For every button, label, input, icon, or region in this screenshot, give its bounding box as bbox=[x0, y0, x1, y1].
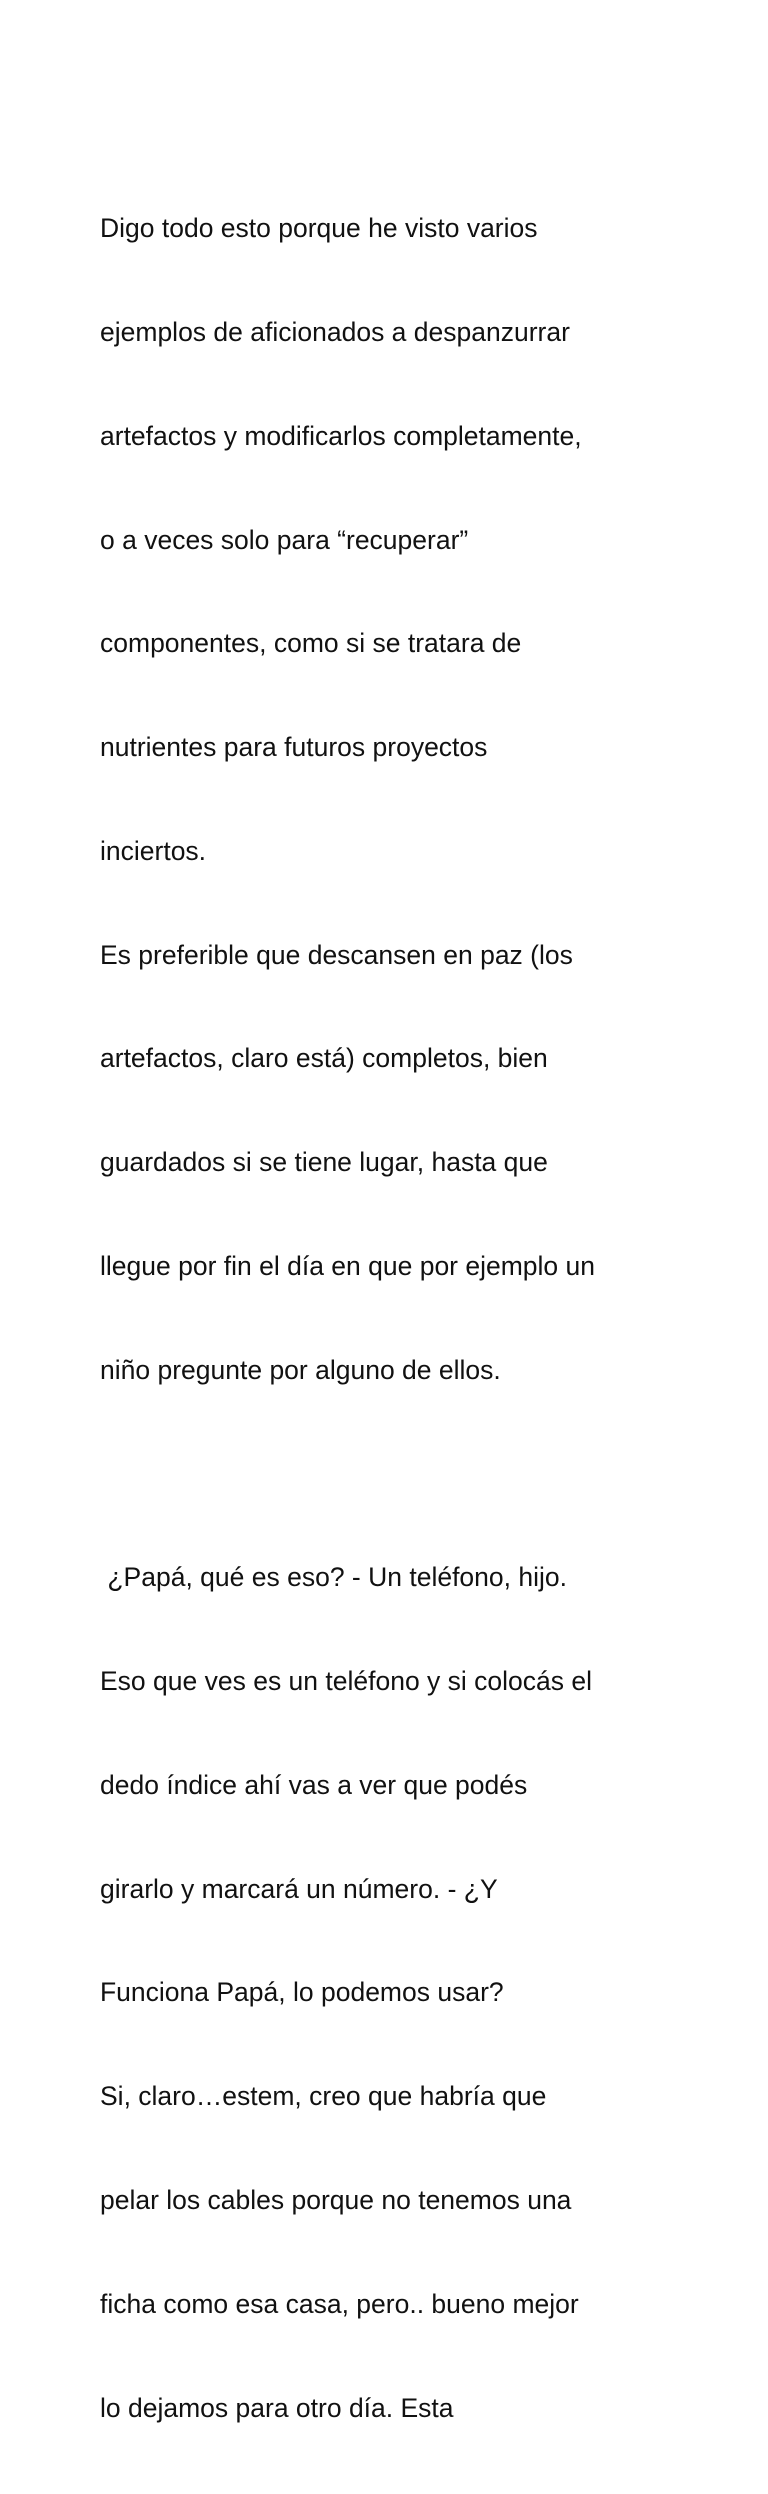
text-line: Digo todo esto porque he visto varios bbox=[100, 213, 538, 244]
text-line: Es preferible que descansen en paz (los bbox=[100, 939, 573, 970]
text-line: niño pregunte por alguno de ellos. bbox=[100, 1354, 501, 1385]
text-line: Si, claro…estem, creo que habría que bbox=[100, 2081, 547, 2112]
text-line: dedo índice ahí vas a ver que podés bbox=[100, 1769, 528, 1800]
text-line: Eso que ves es un teléfono y si colocás el bbox=[100, 1666, 593, 1697]
text-line: componentes, como si se tratara de bbox=[100, 628, 522, 659]
text-line: lo dejamos para otro día. Esta bbox=[100, 2392, 454, 2423]
text-line: o a veces solo para “recuperar” bbox=[100, 524, 469, 555]
text-line: ¿Papá, qué es eso? - Un teléfono, hijo. bbox=[100, 1562, 567, 1593]
text-line: girarlo y marcará un número. - ¿Y bbox=[100, 1873, 498, 1904]
text-line: artefactos y modificarlos completamente, bbox=[100, 420, 582, 451]
text-line: llegue por fin el día en que por ejemplo un bbox=[100, 1251, 596, 1281]
text-line: inciertos. bbox=[100, 835, 207, 866]
text-line: pelar los cables porque no tenemos una bbox=[100, 2185, 572, 2216]
text-line: Funciona Papá, lo podemos usar? bbox=[100, 1977, 504, 2008]
blank-line bbox=[100, 1457, 700, 1492]
text-line: ejemplos de aficionados a despanzurrar bbox=[100, 316, 570, 347]
text-line: nutrientes para futuros proyectos bbox=[100, 732, 488, 763]
text-line: ficha como esa casa, pero.. bueno mejor bbox=[100, 2288, 579, 2319]
text-line: guardados si se tiene lugar, hasta que bbox=[100, 1147, 548, 1178]
text-line: artefactos, claro está) completos, bien bbox=[100, 1043, 548, 1074]
body-text bbox=[100, 142, 700, 2494]
